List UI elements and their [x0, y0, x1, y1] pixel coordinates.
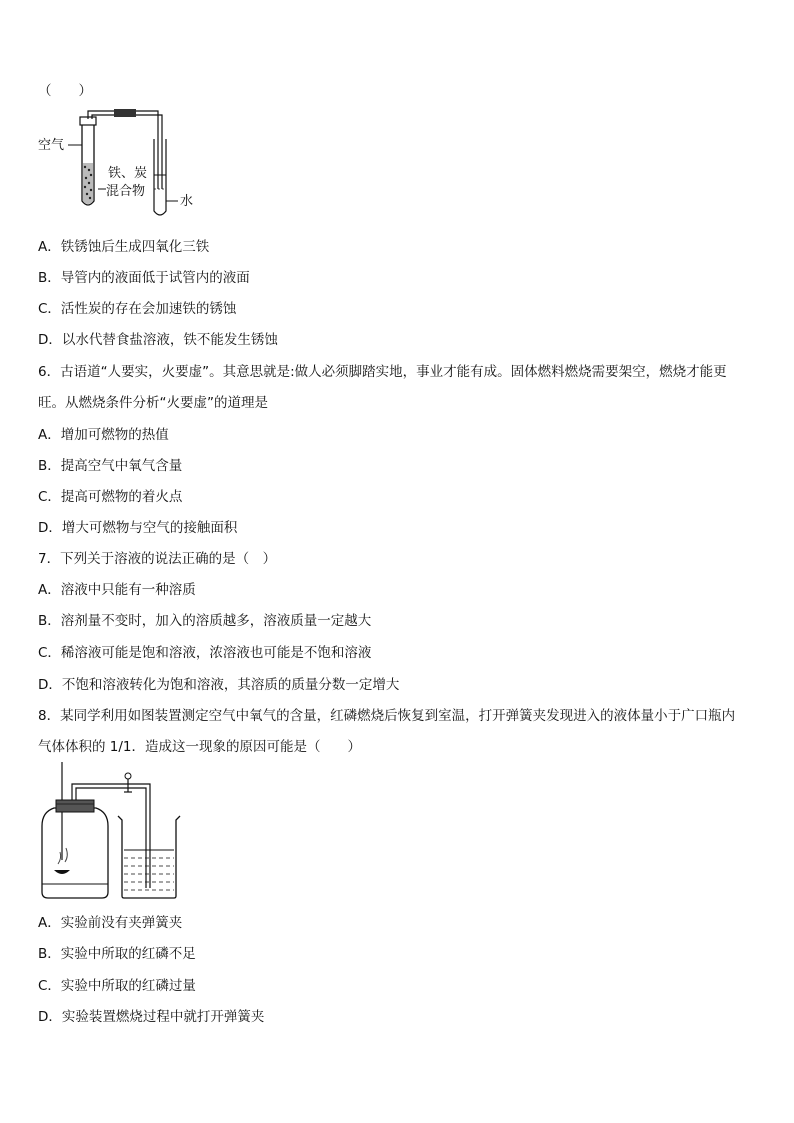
q6-option-b: B．提高空气中氧气含量 — [38, 458, 183, 474]
water-tube — [154, 139, 166, 215]
beaker — [118, 816, 180, 898]
q7-stem: 7．下列关于溶液的说法正确的是（ ） — [38, 551, 277, 567]
q5-option-d: D．以水代替食盐溶液，铁不能发生锈蚀 — [38, 332, 278, 348]
q7-option-b: B．溶剂量不变时，加入的溶质越多，溶液质量一定越大 — [38, 613, 372, 629]
q6-option-c: C．提高可燃物的着火点 — [38, 489, 183, 505]
q6-stem-line2: 旺。从燃烧条件分析“火要虚”的道理是 — [38, 395, 268, 411]
iron-carbon-mixture — [83, 163, 93, 204]
bottle-stopper — [56, 800, 94, 812]
rubber-connector — [114, 109, 136, 117]
q8-option-d: D．实验装置燃烧过程中就打开弹簧夹 — [38, 1009, 265, 1025]
q8-option-b: B．实验中所取的红磷不足 — [38, 946, 196, 962]
q6-option-a: A．增加可燃物的热值 — [38, 427, 169, 443]
spring-clamp — [124, 773, 132, 792]
q8-stem-line2: 气体体积的 1/1．造成这一现象的原因可能是（ ） — [38, 739, 362, 755]
beaker-water — [124, 850, 174, 890]
q7-option-c: C．稀溶液可能是饱和溶液，浓溶液也可能是不饱和溶液 — [38, 645, 372, 661]
q8-option-a: A．实验前没有夹弹簧夹 — [38, 915, 183, 931]
q6-stem-line1: 6．古语道“人要实，火要虚”。其意思就是:做人必须脚踏实地，事业才能有成。固体燃料燃烧需要架空，燃烧才能更 — [38, 364, 727, 380]
q6-option-d: D．增大可燃物与空气的接触面积 — [38, 520, 238, 536]
q5-option-a: A．铁锈蚀后生成四氧化三铁 — [38, 239, 210, 255]
label-mixture: 混合物 — [106, 184, 146, 199]
q8-option-c: C．实验中所取的红磷过量 — [38, 978, 196, 994]
label-air: 空气 — [38, 138, 65, 153]
label-iron-carbon: 铁、炭 — [108, 166, 148, 181]
label-water: 水 — [180, 194, 194, 209]
q7-option-d: D．不饱和溶液转化为饱和溶液，其溶质的质量分数一定增大 — [38, 677, 400, 693]
q5-stem-paren: （ ） — [38, 83, 92, 99]
q5-option-c: C．活性炭的存在会加速铁的锈蚀 — [38, 301, 237, 317]
q5-option-b: B．导管内的液面低于试管内的液面 — [38, 270, 250, 286]
q5-iron-rust-apparatus — [36, 115, 196, 215]
q8-oxygen-measurement-apparatus — [38, 762, 218, 902]
combustion-spoon — [54, 870, 70, 874]
q8-stem-line1: 8．某同学利用如图装置测定空气中氧气的含量，红磷燃烧后恢复到室温，打开弹簧夹发现进入的液体量小于广口瓶内 — [38, 708, 736, 724]
q7-option-a: A．溶液中只能有一种溶质 — [38, 582, 196, 598]
